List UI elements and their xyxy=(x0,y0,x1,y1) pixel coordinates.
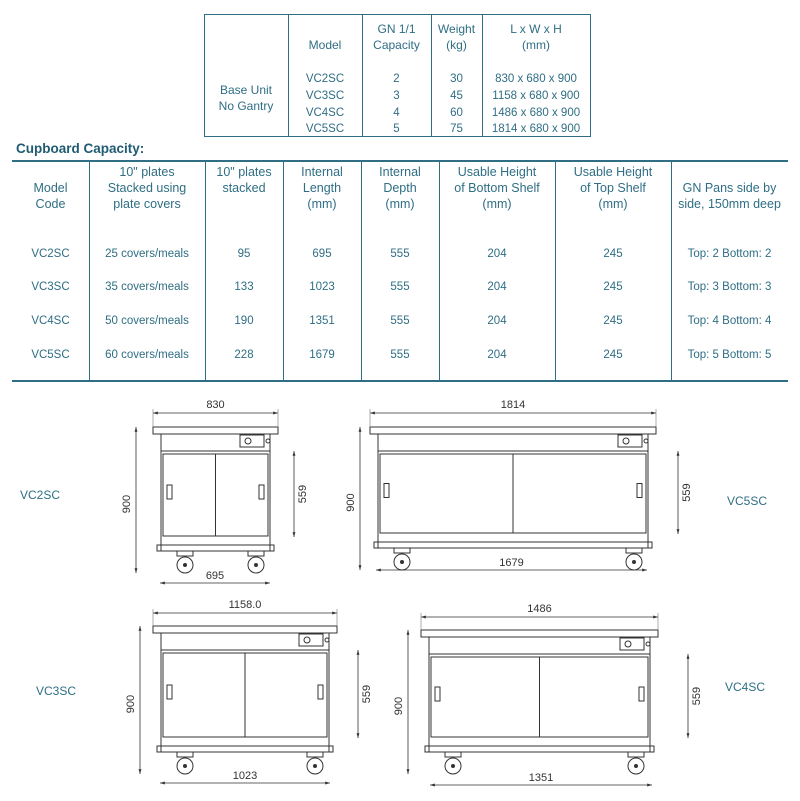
header-internal-depth-2: Depth xyxy=(383,181,417,195)
indicator-light xyxy=(644,439,648,443)
cabinet-top xyxy=(421,630,658,637)
header-plates-covers-2: Stacked using xyxy=(107,181,187,195)
spec-row-model: VC3SC xyxy=(305,90,345,102)
row-covers: 35 covers/meals xyxy=(105,281,189,293)
header-top-shelf-1: Usable Height xyxy=(573,165,653,179)
spec-table xyxy=(204,14,591,137)
base-rail xyxy=(157,545,274,551)
control-box xyxy=(240,435,264,447)
cupboard-table xyxy=(12,160,788,382)
castor-hub xyxy=(451,764,455,768)
header-plates-stacked-1: 10" plates xyxy=(216,165,272,179)
door-handle xyxy=(318,685,323,699)
door-right xyxy=(540,657,649,737)
internal-dimension-label: 1351 xyxy=(528,772,554,784)
row-plates-stacked: 133 xyxy=(234,281,254,293)
door-handle xyxy=(167,485,172,499)
spec-header-dims-2: (mm) xyxy=(522,38,550,52)
height-dimension-label: 900 xyxy=(125,694,137,714)
spec-row-capacity: 2 xyxy=(393,73,400,85)
row-top-shelf: 245 xyxy=(603,281,623,293)
spec-row-capacity: 3 xyxy=(393,90,400,102)
door-handle xyxy=(637,484,642,498)
castor-mount xyxy=(177,551,193,556)
castor-hub xyxy=(183,764,187,768)
door-height-dimension-label: 559 xyxy=(297,484,309,504)
door-handle xyxy=(639,687,644,701)
width-dimension-label: 1486 xyxy=(527,603,552,615)
spec-header-model: Model xyxy=(308,38,342,52)
row-covers: 60 covers/meals xyxy=(105,349,189,361)
spec-row-capacity: 5 xyxy=(393,123,400,135)
cabinet-top xyxy=(153,427,278,434)
row-model-code: VC4SC xyxy=(31,315,70,327)
header-internal-depth-3: (mm) xyxy=(385,197,415,211)
spec-row-weight: 30 xyxy=(450,73,463,85)
row-internal-length: 1351 xyxy=(309,315,335,327)
drawing-model-label: VC3SC xyxy=(36,684,77,698)
width-dimension-label: 1158.0 xyxy=(228,599,262,611)
control-dial xyxy=(245,438,251,444)
castor-mount xyxy=(248,551,264,556)
door-handle xyxy=(435,687,440,701)
door-height-dimension-label: 559 xyxy=(361,684,373,704)
drawing-model-label: VC2SC xyxy=(20,488,61,502)
castor-wheel xyxy=(307,758,323,774)
spec-row-dims: 1486 x 680 x 900 xyxy=(491,107,581,119)
height-dimension-label: 900 xyxy=(393,696,405,716)
height-dimension-label: 900 xyxy=(121,494,133,514)
row-gn-pans: Top: 3 Bottom: 3 xyxy=(687,281,772,293)
cupboard-heading: Cupboard Capacity: xyxy=(16,141,145,156)
castor-wheel xyxy=(628,758,644,774)
row-covers: 50 covers/meals xyxy=(105,315,189,327)
header-bottom-shelf-2: of Bottom Shelf xyxy=(454,181,540,195)
base-unit-label: Base Unit xyxy=(219,83,273,97)
spec-row-weight: 75 xyxy=(450,123,463,135)
drawing-model-label: VC4SC xyxy=(725,680,766,694)
header-internal-depth-1: Internal xyxy=(379,165,421,179)
door-right xyxy=(513,454,646,533)
spec-row-dims: 1814 x 680 x 900 xyxy=(491,123,581,135)
spec-header-gn-2: Capacity xyxy=(373,38,420,52)
door-right xyxy=(216,454,269,536)
spec-row-weight: 45 xyxy=(450,90,463,102)
row-internal-length: 695 xyxy=(312,248,332,260)
control-box xyxy=(299,634,323,646)
castor-wheel xyxy=(626,554,642,570)
row-plates-stacked: 95 xyxy=(237,248,251,260)
base-rail xyxy=(374,542,652,548)
row-internal-depth: 555 xyxy=(390,315,410,327)
spec-row-model: VC4SC xyxy=(305,107,345,119)
castor-wheel xyxy=(248,557,264,573)
castor-hub xyxy=(254,563,258,567)
spec-header-dims-1: L x W x H xyxy=(510,22,562,36)
base-rail xyxy=(425,746,654,752)
door-handle xyxy=(384,484,389,498)
header-gn-pans-1: GN Pans side by xyxy=(682,181,777,195)
spec-header-weight-2: (kg) xyxy=(446,38,467,52)
header-bottom-shelf-1: Usable Height xyxy=(457,165,537,179)
castor-hub xyxy=(400,560,404,564)
row-bottom-shelf: 204 xyxy=(487,281,507,293)
spec-header-weight-1: Weight xyxy=(437,22,476,36)
indicator-light xyxy=(646,642,650,646)
door-left xyxy=(431,657,540,737)
header-plates-covers-3: plate covers xyxy=(113,197,181,211)
row-bottom-shelf: 204 xyxy=(487,248,507,260)
spec-row-dims: 830 x 680 x 900 xyxy=(495,73,577,85)
row-top-shelf: 245 xyxy=(603,349,623,361)
castor-wheel xyxy=(445,758,461,774)
row-top-shelf: 245 xyxy=(603,248,623,260)
internal-dimension-label: 1679 xyxy=(499,557,524,569)
control-box xyxy=(618,435,642,447)
indicator-light xyxy=(325,638,329,642)
header-top-shelf-2: of Top Shelf xyxy=(580,181,646,195)
indicator-light xyxy=(266,439,270,443)
row-internal-length: 1023 xyxy=(309,281,335,293)
header-internal-length-2: Length xyxy=(302,181,342,195)
spec-header-gn-1: GN 1/1 xyxy=(377,22,416,36)
width-dimension-label: 1814 xyxy=(500,399,526,411)
base-rail xyxy=(157,746,333,752)
cabinet-top xyxy=(370,427,656,434)
door-left xyxy=(163,454,216,536)
row-model-code: VC2SC xyxy=(31,248,70,260)
castor-mount xyxy=(177,752,193,757)
spec-row-weight: 60 xyxy=(450,107,463,119)
door-handle xyxy=(259,485,264,499)
header-bottom-shelf-3: (mm) xyxy=(482,197,512,211)
header-internal-length-3: (mm) xyxy=(307,197,337,211)
door-handle xyxy=(167,685,172,699)
header-gn-pans-2: side, 150mm deep xyxy=(678,197,781,211)
castor-mount xyxy=(394,548,410,553)
castor-hub xyxy=(183,563,187,567)
internal-dimension-label: 1023 xyxy=(232,770,258,782)
spec-row-model: VC5SC xyxy=(305,123,345,135)
castor-mount xyxy=(626,548,642,553)
cabinet-top xyxy=(153,626,337,633)
control-dial xyxy=(304,637,310,643)
row-bottom-shelf: 204 xyxy=(487,315,507,327)
castor-wheel xyxy=(177,557,193,573)
row-top-shelf: 245 xyxy=(603,315,623,327)
row-bottom-shelf: 204 xyxy=(487,349,507,361)
row-model-code: VC5SC xyxy=(31,349,70,361)
row-plates-stacked: 228 xyxy=(234,349,254,361)
row-gn-pans: Top: 2 Bottom: 2 xyxy=(687,248,772,260)
row-internal-depth: 555 xyxy=(390,248,410,260)
castor-mount xyxy=(628,752,644,757)
spec-row-dims: 1158 x 680 x 900 xyxy=(492,90,580,102)
drawing-model-label: VC5SC xyxy=(727,494,768,508)
castor-mount xyxy=(307,752,323,757)
row-internal-depth: 555 xyxy=(390,349,410,361)
castor-hub xyxy=(313,764,317,768)
castor-mount xyxy=(445,752,461,757)
row-covers: 25 covers/meals xyxy=(105,248,189,260)
row-internal-depth: 555 xyxy=(390,281,410,293)
castor-hub xyxy=(632,560,636,564)
spec-row-capacity: 4 xyxy=(393,107,400,119)
header-internal-length-1: Internal xyxy=(301,165,343,179)
header-plates-stacked-2: stacked xyxy=(222,181,266,195)
door-height-dimension-label: 559 xyxy=(681,483,693,502)
control-dial xyxy=(623,438,629,444)
control-dial xyxy=(625,641,631,647)
row-plates-stacked: 190 xyxy=(234,315,254,327)
row-gn-pans: Top: 5 Bottom: 5 xyxy=(687,349,772,361)
door-left xyxy=(380,454,513,533)
height-dimension-label: 900 xyxy=(345,493,357,512)
door-height-dimension-label: 559 xyxy=(691,686,703,706)
header-model-2: Code xyxy=(35,197,66,211)
row-model-code: VC3SC xyxy=(31,281,70,293)
width-dimension-label: 830 xyxy=(206,399,225,411)
row-gn-pans: Top: 4 Bottom: 4 xyxy=(687,315,772,327)
no-gantry-label: No Gantry xyxy=(218,99,274,113)
castor-wheel xyxy=(177,758,193,774)
header-top-shelf-3: (mm) xyxy=(598,197,628,211)
header-plates-covers-1: 10" plates xyxy=(119,165,175,179)
castor-hub xyxy=(634,764,638,768)
spec-row-model: VC2SC xyxy=(305,73,345,85)
header-model-1: Model xyxy=(33,181,68,195)
door-left xyxy=(163,653,245,737)
row-internal-length: 1679 xyxy=(309,349,335,361)
internal-dimension-label: 695 xyxy=(205,570,225,582)
door-right xyxy=(245,653,327,737)
control-box xyxy=(620,638,644,650)
castor-wheel xyxy=(394,554,410,570)
